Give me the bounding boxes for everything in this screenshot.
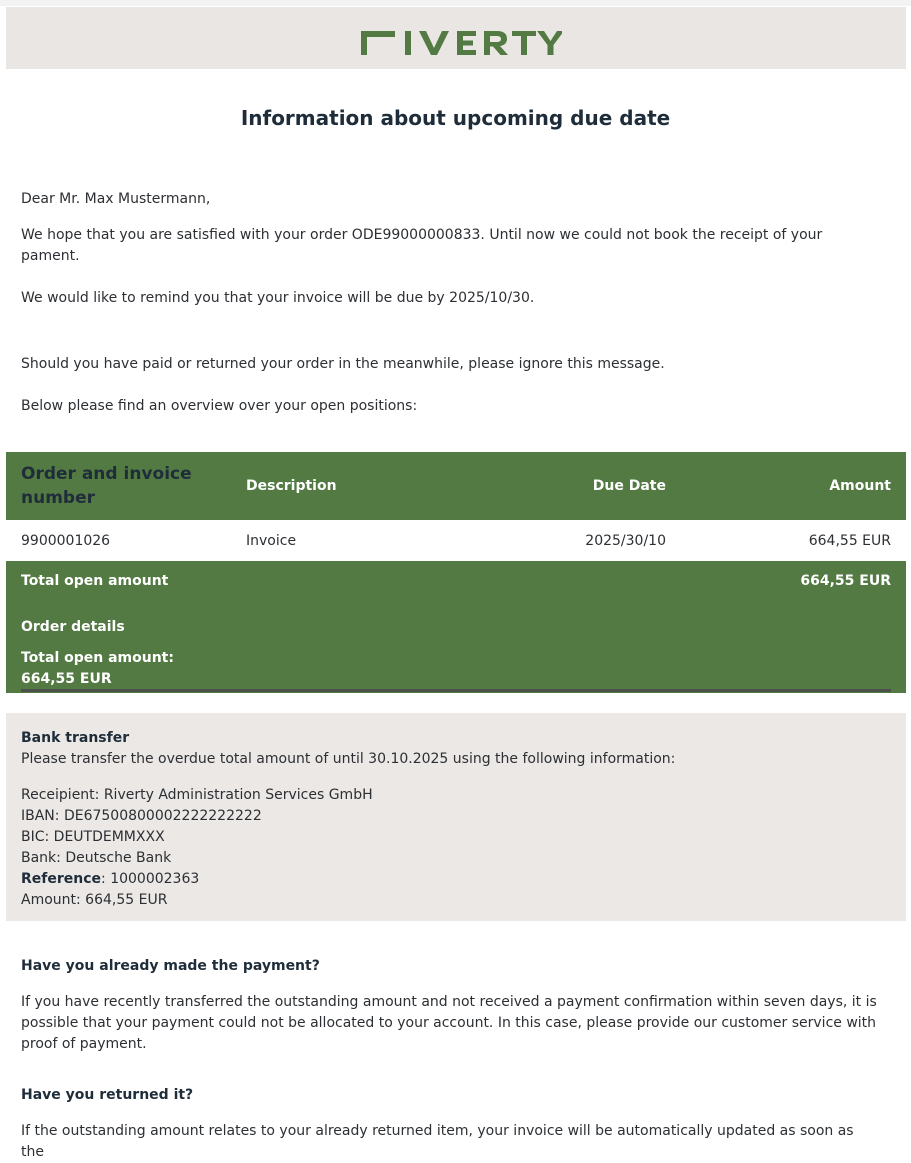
top-border xyxy=(0,0,911,6)
overview-intro: Below please find an overview over your open positions: xyxy=(21,398,418,414)
returned-line-1: If the outstanding amount relates to your already returned item, your invoice will be automatically updated as soon as the xyxy=(21,1123,854,1160)
order-details-total-value: 664,55 EUR xyxy=(21,671,112,687)
reference-value: : 1000002363 xyxy=(101,871,200,887)
reference xyxy=(21,869,199,890)
greeting: Dear Mr. Max Mustermann, xyxy=(21,191,211,207)
positions-table-header xyxy=(6,452,906,520)
totals-block xyxy=(6,561,906,693)
payment-made-line-3: proof of payment. xyxy=(21,1036,147,1052)
total-open-amount-value: 664,55 EUR xyxy=(800,573,891,589)
cell-amount: 664,55 EUR xyxy=(808,533,891,549)
payment-made-line-2: possible that your payment could not be allocated to your account. In this case, please provide our customer service with xyxy=(21,1015,877,1031)
total-open-amount-label: Total open amount xyxy=(21,573,169,589)
divider xyxy=(21,689,891,692)
ignore-note: Should you have paid or returned your order in the meanwhile, please ignore this message. xyxy=(21,356,665,372)
order-details-total-label: Total open amount: xyxy=(21,650,174,666)
bank-transfer-box xyxy=(6,713,906,921)
header-amount: Amount xyxy=(829,478,891,494)
bank-transfer-instruction: Please transfer the overdue total amount of until 30.10.2025 using the following information: xyxy=(21,751,676,767)
cell-number: 9900001026 xyxy=(21,533,111,549)
recipient: Receipient: Riverty Administration Services GmbH xyxy=(21,787,373,803)
order-details-heading: Order details xyxy=(21,619,125,635)
page-title: Information about upcoming due date xyxy=(240,106,671,130)
bank-name: Bank: Deutsche Bank xyxy=(21,850,172,866)
cell-description: Invoice xyxy=(246,533,297,549)
riverty-logo xyxy=(361,31,562,56)
payment-made-heading: Have you already made the payment? xyxy=(21,958,320,974)
intro-line-1: We hope that you are satisfied with your order ODE99000000833. Until now we could not book the receipt of your xyxy=(21,227,823,243)
header-description: Description xyxy=(246,478,337,494)
bic: BIC: DEUTDEMMXXX xyxy=(21,829,165,845)
reference-label: Reference xyxy=(21,871,102,887)
transfer-amount: Amount: 664,55 EUR xyxy=(21,892,168,908)
table-row xyxy=(6,520,906,561)
email-header xyxy=(6,7,906,69)
cell-due-date: 2025/30/10 xyxy=(585,533,666,549)
intro-line-2: pament. xyxy=(21,248,80,264)
reminder-text: We would like to remind you that your invoice will be due by 2025/10/30. xyxy=(21,290,535,306)
header-order-number: Order and invoice number xyxy=(21,464,192,508)
returned-heading: Have you returned it? xyxy=(21,1087,194,1103)
header-due-date: Due Date xyxy=(592,478,666,494)
bank-transfer-heading: Bank transfer xyxy=(21,730,130,746)
payment-made-line-1: If you have recently transferred the outstanding amount and not received a payment confirmation within seven days, it is xyxy=(21,994,877,1010)
iban: IBAN: DE67500800002222222222 xyxy=(21,808,262,824)
